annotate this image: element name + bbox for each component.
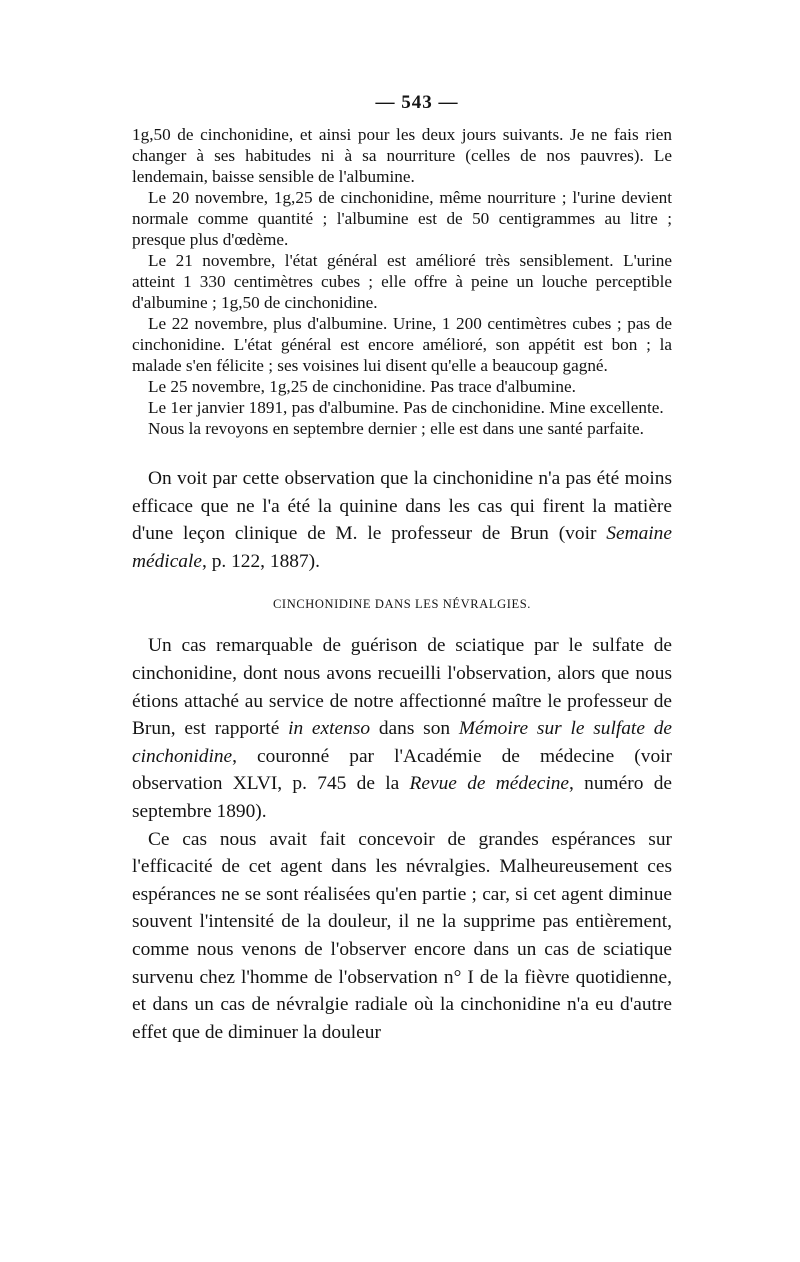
italic-run: Mémoire sur le sulfate de cinchonidine (132, 718, 672, 767)
case-paragraph: Le 20 novembre, 1g,25 de cinchonidine, même nourriture ; l'urine devient normale comme quantité ; l'albumine est de 50 centigrammes au litre ; presque plus d'œdème. (132, 188, 672, 249)
case-observation (132, 124, 672, 439)
case-paragraph: 1g,50 de cinchonidine, et ainsi pour les deux jours suivants. Je ne fais rien changer à ses habitudes ni à sa nourriture (celles de nos pauvres). Le lendemain, baisse sensible de l'albumine. (132, 125, 672, 186)
text-run: , couronné par l'Académie de médecine (voir observation XLVI, p. 745 de la (132, 745, 672, 795)
case-paragraph: Le 21 novembre, l'état général est amélioré très sensiblement. L'urine atteint 1 330 centimètres cubes ; elle offre à peine un louche perceptible d'albumine ; 1g,50 de cinchonidine. (132, 251, 672, 312)
section-paragraph: Ce cas nous avait fait concevoir de grandes espérances sur l'efficacité de cet agent dans les névralgies. Malheureusement ces espérances ne se sont réalisées qu'en partie ; car, si cet agent diminue souvent l'intensité de la douleur, il ne la supprime pas entièrement, comme nous venons de l'observer encore dans un cas de sciatique survenu chez l'homme de l'observation n° I de la fièvre quotidienne, et dans un cas de névralgie radiale où la cinchonidine n'a eu d'autre effet que de diminuer la douleur (132, 828, 672, 1043)
text-run: dans son (370, 718, 459, 740)
italic-run: in extenso (288, 718, 371, 740)
conclusion-text-end: , p. 122, 1887). (202, 550, 320, 572)
case-paragraph: Le 1er janvier 1891, pas d'albumine. Pas de cinchonidine. Mine excellente. (148, 398, 664, 417)
conclusion-paragraph (132, 465, 672, 575)
case-paragraph: Nous la revoyons en septembre dernier ; elle est dans une santé parfaite. (148, 419, 644, 438)
page-number: — 543 — (375, 92, 459, 113)
conclusion-text: On voit par cette observation que la cinchonidine n'a pas été moins efficace que ne l'a été la quinine dans les cas qui firent la matière d'une leçon clinique de M. le professeur de Brun (voir (132, 468, 672, 545)
conclusion-block (132, 465, 672, 575)
case-paragraph: Le 22 novembre, plus d'albumine. Urine, 1 200 centimètres cubes ; pas de cinchonidine. L'état général est encore amélioré, son appétit est bon ; la malade s'en félicite ; ses voisines lui disent qu'elle a beaucoup gagné. (132, 314, 672, 375)
case-paragraph: Le 25 novembre, 1g,25 de cinchonidine. Pas trace d'albumine. (148, 377, 576, 396)
section-body (132, 632, 672, 1046)
section-paragraph (132, 632, 672, 825)
section-heading: CINCHONIDINE DANS LES NÉVRALGIES. (273, 597, 531, 612)
journal-title: Semaine médicale (132, 523, 672, 572)
text-run: , numéro de septembre 1890). (132, 773, 672, 822)
page-content (132, 92, 672, 1046)
italic-run: Revue de médecine (409, 773, 570, 795)
text-run: Un cas remarquable de guérison de sciatique par le sulfate de cinchonidine, dont nous avons recueilli l'observation, alors que nous étions attaché au service de notre affectionné maître le professeur de Brun, est rapporté (132, 635, 672, 740)
